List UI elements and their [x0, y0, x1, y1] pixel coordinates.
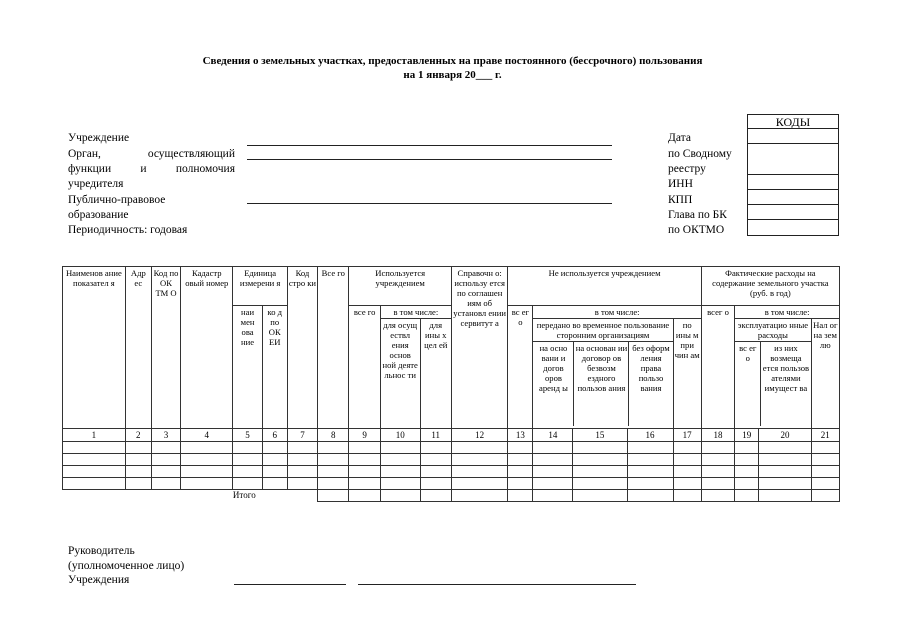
inn-label: ИНН	[668, 178, 693, 190]
header-name: Наименов ание показател я	[63, 267, 126, 429]
col-num: 21	[811, 429, 839, 442]
col-num: 14	[533, 429, 573, 442]
col-num: 16	[627, 429, 673, 442]
header-expenses: Фактические расходы на содержание земельного участка (руб. в год)	[701, 267, 839, 306]
codes-header: КОДЫ	[775, 115, 811, 129]
public-entity-label: Публично-правовое	[68, 194, 166, 206]
header-operating: эксплуатацио нные расходы	[735, 319, 810, 342]
header-used-other: для ины х цел ей	[420, 319, 451, 429]
header-reimbursed: из них возмеща ется пользов ателями имущест ва	[760, 342, 810, 426]
col-num: 18	[701, 429, 734, 442]
consolidated-label-2: реестру	[668, 163, 706, 175]
table-row[interactable]	[63, 478, 840, 490]
header-used-incl: в том числе:	[380, 306, 451, 319]
col-num: 1	[63, 429, 126, 442]
col-num: 20	[759, 429, 811, 442]
col-num: 10	[380, 429, 420, 442]
consolidated-label: по Сводному	[668, 148, 732, 160]
header-total: Все го	[318, 267, 349, 429]
signature-authorized-label: (уполномоченное лицо)	[68, 560, 185, 572]
header-used: Используется учреждением	[349, 267, 451, 306]
col-num: 3	[151, 429, 180, 442]
header-notused-incl: в том числе:	[533, 306, 701, 319]
organ2-word3: полномочия	[175, 163, 235, 175]
organ-word1: Орган,	[68, 148, 101, 160]
document-title-line1: Сведения о земельных участках, предоставленных на праве постоянного (бессрочного) пользования	[202, 55, 703, 67]
date-label: Дата	[668, 132, 691, 144]
header-lease: на осно вани и догов оров аренд ы	[539, 343, 568, 393]
header-not-used: Не используется учреждением	[508, 267, 701, 306]
organ-word2: осуществляющий	[147, 148, 235, 160]
land-plots-table	[62, 266, 840, 502]
header-oktmo: Код по ОК ТМ О	[151, 267, 180, 429]
header-unit-code: ко д по ОК ЕИ	[262, 306, 287, 429]
founder-label: учредителя	[68, 178, 124, 190]
code-chapter-bk-cell[interactable]	[747, 204, 839, 220]
col-num: 7	[287, 429, 317, 442]
organ-label-2	[68, 162, 235, 176]
code-oktmo-cell[interactable]	[747, 219, 839, 236]
col-num: 5	[233, 429, 262, 442]
oktmo-label: по ОКТМО	[668, 224, 725, 236]
total-row[interactable]	[63, 490, 840, 502]
chapter-bk-label: Глава по БК	[668, 209, 727, 221]
table-row[interactable]	[63, 454, 840, 466]
header-reference: Справочн о: использу ется по соглашен иям об установл ении сервитут а	[451, 267, 507, 429]
code-consolidated-cell[interactable]	[747, 143, 839, 175]
col-num: 13	[508, 429, 533, 442]
signature-line[interactable]	[234, 584, 346, 585]
header-unit: Единица измерени я	[233, 267, 287, 306]
formation-label: образование	[68, 209, 129, 221]
organ-line[interactable]	[247, 159, 612, 160]
table-row[interactable]	[63, 466, 840, 478]
public-entity-line[interactable]	[247, 203, 612, 204]
header-unit-name: наи мен ова ние	[233, 306, 262, 429]
header-used-all: все го	[349, 306, 380, 429]
signature-institution-label: Учреждения	[68, 574, 130, 586]
organ2-word2: и	[140, 163, 147, 175]
organ-label	[68, 147, 235, 161]
periodicity-label: Периодичность: годовая	[68, 224, 188, 236]
header-exp-all: всег о	[701, 306, 734, 429]
col-num: 17	[673, 429, 701, 442]
col-num: 15	[573, 429, 627, 442]
col-num: 9	[349, 429, 380, 442]
signature-head-label: Руководитель	[68, 545, 135, 557]
col-num: 4	[181, 429, 233, 442]
header-transferred: передано во временное пользование сторонним организациям	[533, 319, 672, 342]
header-cadastral: Кадастр овый номер	[181, 267, 233, 429]
header-op-all: вс ег о	[739, 343, 757, 363]
code-date-cell[interactable]	[747, 128, 839, 144]
col-num: 12	[451, 429, 507, 442]
header-notused-all: вс ег о	[508, 306, 533, 429]
document-title-line2: на 1 января 20___ г.	[403, 69, 502, 81]
header-used-main: для осущ ествл ения основ ной деяте льнос ти	[380, 319, 420, 429]
header-line-code: Код стро ки	[287, 267, 317, 429]
header-address: Адр ес	[125, 267, 151, 429]
code-kpp-cell[interactable]	[747, 189, 839, 205]
col-num: 19	[735, 429, 759, 442]
column-numbers-row	[63, 429, 840, 442]
header-other-reasons: по ины м при чин ам	[673, 319, 701, 429]
header-unregistered: без оформ ления права пользо вания	[628, 342, 672, 426]
col-num: 8	[318, 429, 349, 442]
header-exp-incl: в том числе:	[735, 306, 840, 319]
col-num: 11	[420, 429, 451, 442]
codes-header-box	[747, 114, 839, 129]
institution-line[interactable]	[247, 145, 612, 146]
kpp-label: КПП	[668, 194, 693, 206]
header-transferred-group	[533, 319, 673, 429]
col-num: 6	[262, 429, 287, 442]
signature-name-line[interactable]	[358, 584, 636, 585]
header-operating-group	[735, 319, 811, 429]
header-land-tax: Нал ог на зем лю	[811, 319, 839, 429]
code-inn-cell[interactable]	[747, 174, 839, 190]
organ2-word1: функции	[68, 163, 112, 175]
header-free-use: на основан ии договор ов безвозм ездного пользов ания	[573, 342, 628, 426]
table-row[interactable]	[63, 442, 840, 454]
institution-label: Учреждение	[68, 132, 130, 144]
col-num: 2	[125, 429, 151, 442]
total-label: Итого	[232, 490, 256, 500]
